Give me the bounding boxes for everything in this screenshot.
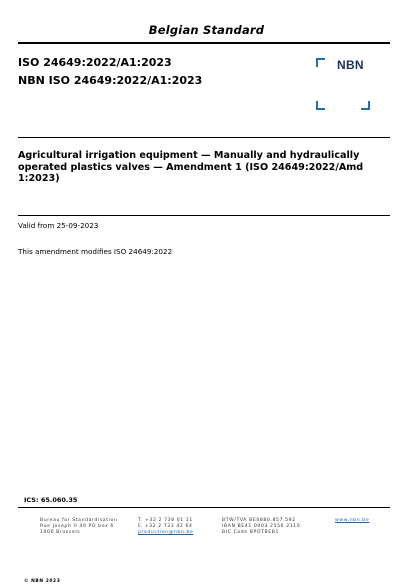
vat-number: BTW/TVA BE0880.857.592 bbox=[222, 518, 296, 523]
footer-bank bbox=[222, 518, 300, 537]
header-title: Belgian Standard bbox=[148, 23, 265, 37]
address-line: Bureau for Standardisation bbox=[40, 518, 118, 523]
nbn-logo bbox=[316, 58, 370, 110]
valid-from: Valid from 25-09-2023 bbox=[18, 221, 99, 230]
logo-corner-bottom-right bbox=[361, 101, 370, 110]
ics-code: ICS: 65.060.35 bbox=[24, 496, 78, 504]
bic-code: BIC Code BPOTBEB1 bbox=[222, 530, 280, 536]
copyright: © NBN 2023 bbox=[24, 579, 61, 584]
footer-divider bbox=[18, 507, 390, 508]
logo-corner-bottom-left bbox=[316, 101, 325, 110]
phone-number: T. +32 2 738 01 11 bbox=[138, 518, 193, 523]
logo-text: NBN bbox=[337, 58, 364, 72]
logo-corner-top-left bbox=[316, 58, 325, 67]
address-line: 1000 Brussels bbox=[40, 530, 81, 536]
amendment-note: This amendment modifies ISO 24649:2022 bbox=[18, 247, 173, 256]
address-line: Rue Joseph II 40 PO box 6 bbox=[40, 524, 114, 530]
fax-number: F. +32 2 733 42 64 bbox=[138, 524, 193, 530]
iban: IBAN BE41 0003 2556 2110 bbox=[222, 524, 301, 530]
nbn-reference: NBN ISO 24649:2022/A1:2023 bbox=[18, 74, 203, 87]
email-link[interactable]: production@nbn.be bbox=[138, 530, 194, 536]
document-title: Agricultural irrigation equipment — Manually and hydraulically operated plastics valves — Amendment 1 (ISO 24649:2022/Amd 1:2023) bbox=[18, 150, 364, 184]
website-link[interactable]: www.nbn.be bbox=[335, 518, 370, 523]
footer-website bbox=[335, 518, 369, 524]
title-divider bbox=[18, 137, 390, 138]
header-divider bbox=[18, 42, 390, 44]
iso-reference: ISO 24649:2022/A1:2023 bbox=[18, 56, 172, 69]
footer-contact bbox=[138, 518, 193, 537]
validity-divider bbox=[18, 215, 390, 216]
footer-address bbox=[40, 518, 117, 537]
